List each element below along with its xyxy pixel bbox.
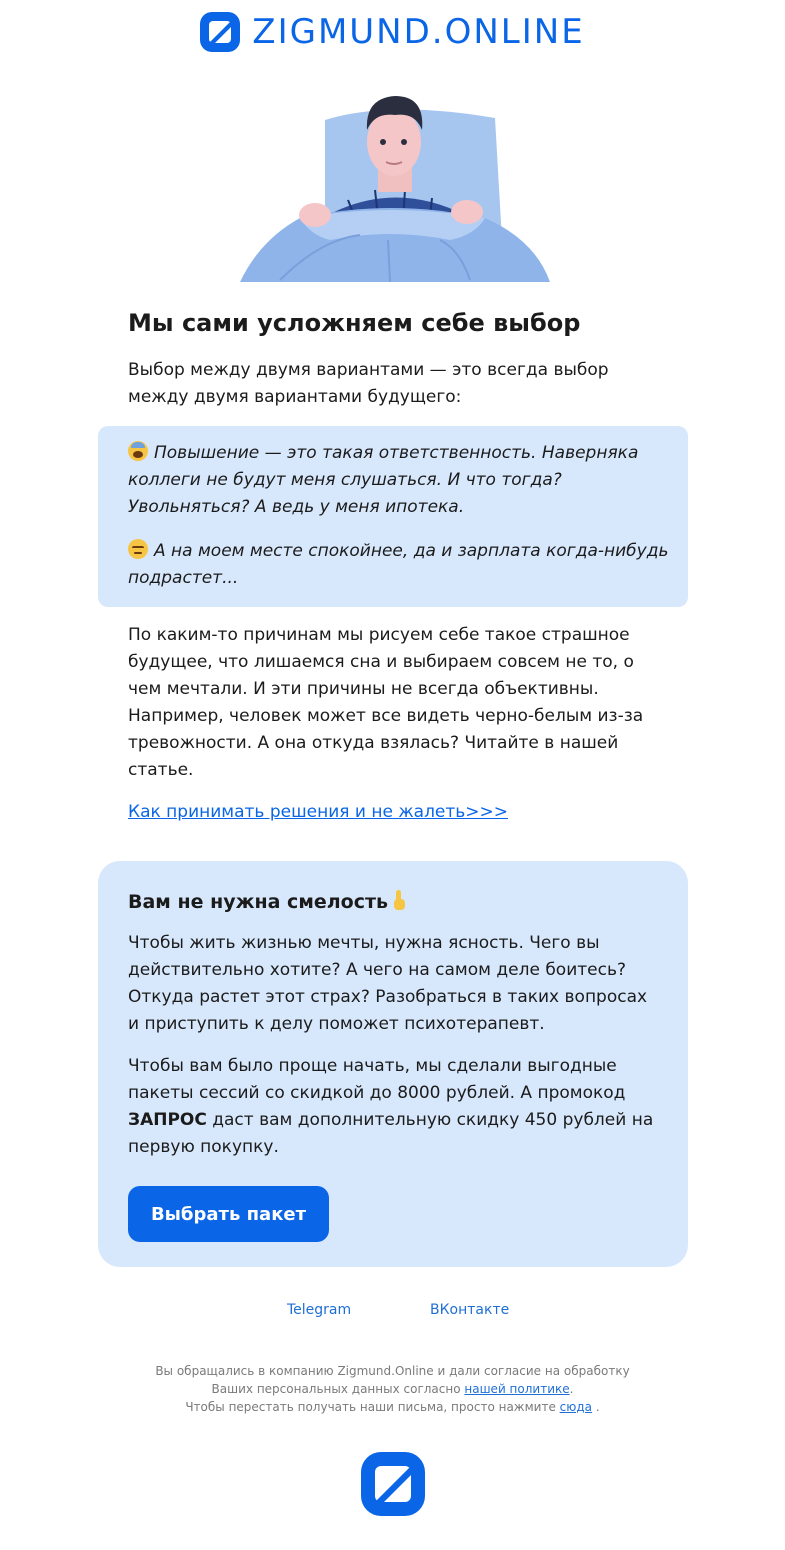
relieved-face-icon [128,539,148,559]
social-links [0,1302,785,1324]
promo-p2-before: Чтобы вам было проще начать, мы сделали выгодные пакеты сессий со скидкой до 8000 рублей. А промокод [128,1056,626,1103]
promo-title [128,889,406,915]
unsubscribe-link[interactable]: сюда [559,1400,593,1414]
article-link[interactable]: Как принимать решения и не жалеть>>> [128,802,509,822]
footer-consent-text: Вы обращались в компанию Zigmund.Online и дали согласие на обработку Ваших персональных данных согласно [155,1364,630,1396]
body-text: По каким-то причинам мы рисуем себе такое страшное будущее, что лишаемся сна и выбираем совсем не то, о чем мечтали. И эти причины не всегда объективны. Например, человек может все видеть черно-белым из-за тревожности. А она откуда взялась? Читайте в нашей статье. [128,625,644,780]
intro-text: Выбор между двумя вариантами — это всегда выбор между двумя вариантами будущего: [128,360,609,407]
vk-link[interactable]: ВКонтакте [430,1302,510,1318]
promo-title-text: Вам не нужна смелость [128,891,388,913]
quote-2 [128,538,673,592]
zigmund-footer-logo-icon[interactable] [361,1452,425,1516]
email-title: Мы сами усложняем себе выбор [128,309,581,337]
face-screaming-icon [128,441,148,461]
quote-1 [128,440,673,521]
brand-name: ZIGMUND.ONLINE [252,12,585,52]
footer-line2-end: . [592,1400,600,1414]
zigmund-logo-icon [200,12,240,52]
privacy-policy-link[interactable]: нашей политике [464,1382,570,1396]
promo-card [98,861,688,1267]
header [0,10,785,54]
footer-line1-end: . [569,1382,574,1396]
quote-1-text: Повышение — это такая ответственность. Наверняка коллеги не будут меня слушаться. И что тогда? Увольняться? А ведь у меня ипотека. [128,443,639,517]
promo-paragraph-1: Чтобы жить жизнью мечты, нужна ясность. Чего вы действительно хотите? А чего на самом деле боитесь? Откуда растет этот страх? Разобраться в таких вопросах и приступить к делу поможет психотерапевт. [128,933,648,1034]
pointing-up-icon [392,889,406,911]
brand[interactable] [200,12,584,52]
promo-code: ЗАПРОС [128,1110,207,1130]
footer-text [140,1362,645,1416]
promo-p2-after: даст вам дополнительную скидку 450 рублей на первую покупку. [128,1110,654,1157]
choose-package-button[interactable]: Выбрать пакет [128,1186,329,1242]
telegram-link[interactable]: Telegram [287,1302,352,1318]
quote-2-text: А на моем месте спокойнее, да и зарплата когда-нибудь подрастет... [128,541,669,588]
man-in-bed-illustration [240,90,550,282]
promo-paragraph-2 [128,1053,658,1161]
quote-box [98,426,688,607]
footer-unsubscribe-text: Чтобы перестать получать наши письма, просто нажмите [185,1400,560,1414]
